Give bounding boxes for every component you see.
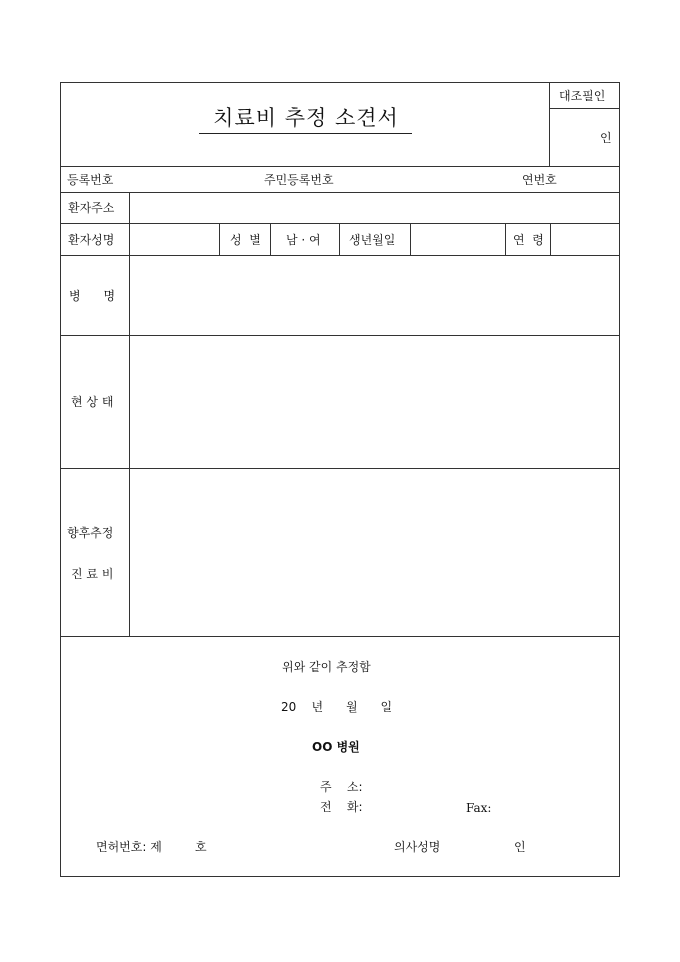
- birthdate-label: 생년월일: [349, 233, 396, 247]
- disease-row-bottom-line: [60, 335, 620, 336]
- estimate-form: [60, 82, 620, 877]
- doctor-seal-mark: 인: [514, 840, 526, 854]
- estimated-future-label: 향후추정: [67, 526, 114, 540]
- registration-number-label: 등록번호: [67, 173, 114, 187]
- title-underline: [199, 133, 412, 134]
- future-row-bottom-line: [60, 636, 620, 637]
- header-bottom-line: [60, 166, 620, 167]
- name-row-bottom-line: [60, 255, 620, 256]
- patient-address-label: 환자주소: [68, 201, 115, 215]
- issue-date: 20 년 월 일: [281, 700, 393, 714]
- resident-number-label: 주민등록번호: [264, 173, 334, 187]
- condition-row-bottom-line: [60, 468, 620, 469]
- stamp-box-divider: [549, 82, 550, 166]
- page-title: 치료비 추정 소견서: [213, 106, 399, 130]
- name-col-line-1: [219, 223, 220, 255]
- estimate-statement: 위와 같이 추정함: [282, 660, 371, 674]
- medical-expense-label: 진 료 비: [71, 567, 114, 581]
- age-label: 연 령: [513, 233, 544, 247]
- patient-name-label: 환자성명: [68, 233, 115, 247]
- stamp-seal-mark: 인: [600, 131, 612, 145]
- name-col-line-6: [550, 223, 551, 255]
- license-number-suffix: 호: [195, 840, 207, 854]
- license-number-label: 면허번호: 제: [96, 840, 162, 854]
- serial-number-label: 연번호: [522, 173, 557, 187]
- address-row-bottom-line: [60, 223, 620, 224]
- sex-label: 성 별: [230, 233, 261, 247]
- doctor-name-label: 의사성명: [394, 840, 441, 854]
- stamp-box-line: [549, 108, 620, 109]
- label-column-line: [129, 192, 130, 636]
- name-col-line-5: [505, 223, 506, 255]
- current-condition-label: 현 상 태: [71, 395, 114, 409]
- name-col-line-2: [270, 223, 271, 255]
- hospital-fax-label: Fax:: [466, 801, 492, 815]
- sex-options: 남 · 여: [286, 233, 321, 247]
- hospital-name: OO 병원: [312, 740, 360, 754]
- name-col-line-4: [410, 223, 411, 255]
- name-col-line-3: [339, 223, 340, 255]
- stamp-box-label: 대조필인: [559, 89, 606, 103]
- id-row-bottom-line: [60, 192, 620, 193]
- disease-name-label: 병 명: [69, 289, 116, 303]
- hospital-phone-label: 전 화:: [320, 800, 363, 814]
- hospital-address-label: 주 소:: [320, 780, 363, 794]
